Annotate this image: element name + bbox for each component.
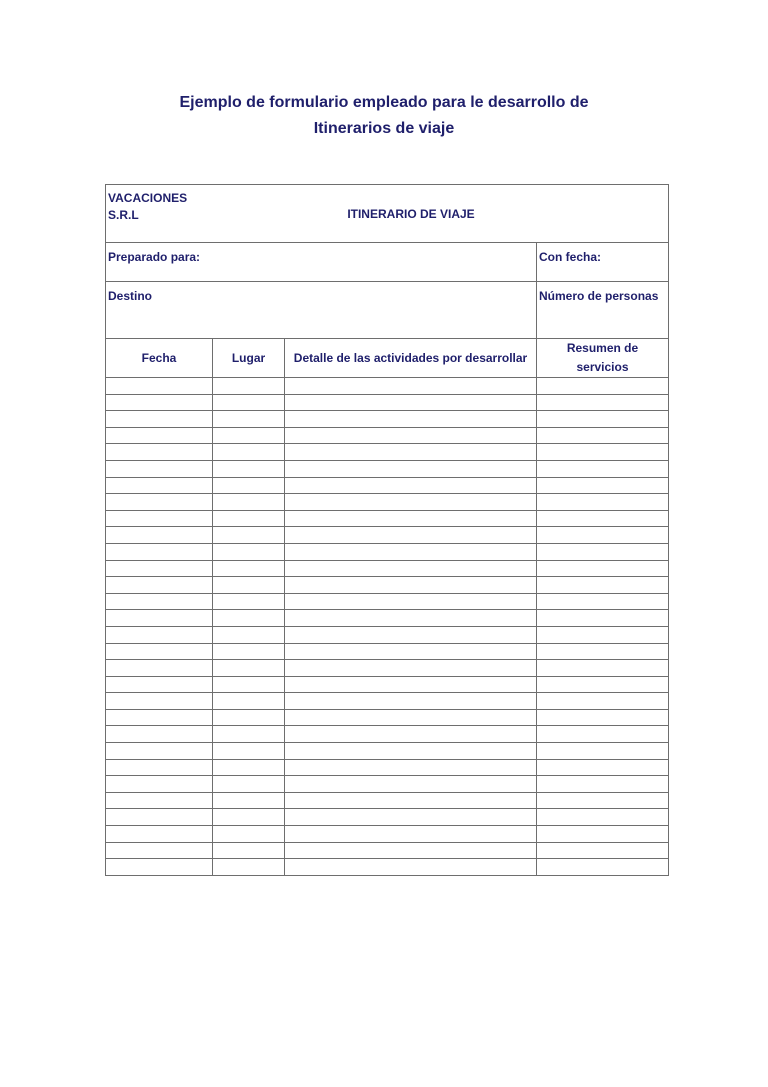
resumen-cell[interactable] (537, 560, 669, 577)
lugar-cell[interactable] (213, 626, 285, 643)
resumen-cell[interactable] (537, 593, 669, 610)
detalle-cell[interactable] (285, 693, 537, 710)
itinerary-row (106, 411, 669, 428)
resumen-cell[interactable] (537, 776, 669, 793)
lugar-cell[interactable] (213, 477, 285, 494)
lugar-cell[interactable] (213, 394, 285, 411)
detalle-cell[interactable] (285, 477, 537, 494)
itinerary-row (106, 527, 669, 544)
resumen-cell[interactable] (537, 743, 669, 760)
resumen-cell[interactable] (537, 792, 669, 809)
detalle-cell[interactable] (285, 776, 537, 793)
lugar-cell[interactable] (213, 411, 285, 428)
fecha-cell[interactable] (106, 477, 213, 494)
resumen-cell[interactable] (537, 460, 669, 477)
prepared-for-row (106, 243, 669, 282)
fecha-cell[interactable] (106, 510, 213, 527)
company-name-line-2: S.R.L (108, 208, 139, 222)
detalle-cell[interactable] (285, 460, 537, 477)
prepared-for-label: Preparado para: (108, 250, 201, 264)
destination-row (106, 282, 669, 339)
fecha-cell[interactable] (106, 826, 213, 843)
fecha-cell[interactable] (106, 743, 213, 760)
itinerary-row (106, 693, 669, 710)
itinerary-row (106, 643, 669, 660)
resumen-cell[interactable] (537, 610, 669, 627)
persons-field[interactable] (537, 282, 669, 339)
detalle-cell[interactable] (285, 626, 537, 643)
resumen-cell[interactable] (537, 676, 669, 693)
fecha-cell[interactable] (106, 676, 213, 693)
detalle-cell[interactable] (285, 610, 537, 627)
resumen-cell[interactable] (537, 477, 669, 494)
itinerary-row (106, 826, 669, 843)
itinerary-row (106, 427, 669, 444)
lugar-cell[interactable] (213, 510, 285, 527)
column-header-resumen: Resumen de servicios (537, 339, 669, 378)
detalle-cell[interactable] (285, 577, 537, 594)
itinerary-row (106, 494, 669, 511)
detalle-cell[interactable] (285, 394, 537, 411)
fecha-cell[interactable] (106, 560, 213, 577)
detalle-cell[interactable] (285, 411, 537, 428)
resumen-cell[interactable] (537, 859, 669, 876)
lugar-cell[interactable] (213, 792, 285, 809)
resumen-cell[interactable] (537, 427, 669, 444)
lugar-cell[interactable] (213, 593, 285, 610)
itinerary-row (106, 577, 669, 594)
detalle-cell[interactable] (285, 759, 537, 776)
itinerary-row (106, 759, 669, 776)
document-type: ITINERARIO DE VIAJE (347, 207, 475, 221)
resumen-cell[interactable] (537, 494, 669, 511)
column-header-lugar: Lugar (213, 339, 285, 378)
lugar-cell[interactable] (213, 577, 285, 594)
resumen-cell[interactable] (537, 411, 669, 428)
lugar-cell[interactable] (213, 709, 285, 726)
lugar-cell[interactable] (213, 676, 285, 693)
lugar-cell[interactable] (213, 859, 285, 876)
resumen-cell[interactable] (537, 543, 669, 560)
itinerary-form (105, 184, 669, 876)
document-title (100, 90, 668, 142)
document-title-line-2: Itinerarios de viaje (313, 120, 455, 137)
lugar-cell[interactable] (213, 693, 285, 710)
detalle-cell[interactable] (285, 543, 537, 560)
itinerary-row (106, 792, 669, 809)
detalle-cell[interactable] (285, 842, 537, 859)
resumen-cell[interactable] (537, 394, 669, 411)
fecha-cell[interactable] (106, 494, 213, 511)
resumen-cell[interactable] (537, 759, 669, 776)
lugar-cell[interactable] (213, 826, 285, 843)
lugar-cell[interactable] (213, 776, 285, 793)
lugar-cell[interactable] (213, 610, 285, 627)
itinerary-row (106, 726, 669, 743)
detalle-cell[interactable] (285, 743, 537, 760)
fecha-cell[interactable] (106, 577, 213, 594)
fecha-cell[interactable] (106, 842, 213, 859)
itinerary-row (106, 842, 669, 859)
lugar-cell[interactable] (213, 643, 285, 660)
detalle-cell[interactable] (285, 527, 537, 544)
itinerary-row (106, 610, 669, 627)
detalle-cell[interactable] (285, 792, 537, 809)
lugar-cell[interactable] (213, 378, 285, 395)
fecha-cell[interactable] (106, 726, 213, 743)
resumen-cell[interactable] (537, 826, 669, 843)
itinerary-row (106, 543, 669, 560)
detalle-cell[interactable] (285, 859, 537, 876)
date-field[interactable] (537, 243, 669, 282)
fecha-cell[interactable] (106, 643, 213, 660)
fecha-cell[interactable] (106, 693, 213, 710)
lugar-cell[interactable] (213, 660, 285, 677)
fecha-cell[interactable] (106, 776, 213, 793)
fecha-cell[interactable] (106, 394, 213, 411)
fecha-cell[interactable] (106, 759, 213, 776)
lugar-cell[interactable] (213, 759, 285, 776)
itinerary-row (106, 477, 669, 494)
fecha-cell[interactable] (106, 792, 213, 809)
detalle-cell[interactable] (285, 378, 537, 395)
fecha-cell[interactable] (106, 610, 213, 627)
itinerary-row (106, 676, 669, 693)
resumen-cell[interactable] (537, 626, 669, 643)
fecha-cell[interactable] (106, 626, 213, 643)
lugar-cell[interactable] (213, 527, 285, 544)
resumen-cell[interactable] (537, 693, 669, 710)
form-header-row (106, 185, 669, 243)
fecha-cell[interactable] (106, 543, 213, 560)
itinerary-row (106, 394, 669, 411)
lugar-cell[interactable] (213, 560, 285, 577)
detalle-cell[interactable] (285, 660, 537, 677)
detalle-cell[interactable] (285, 643, 537, 660)
detalle-cell[interactable] (285, 494, 537, 511)
resumen-cell[interactable] (537, 378, 669, 395)
resumen-cell[interactable] (537, 842, 669, 859)
itinerary-row (106, 859, 669, 876)
itinerary-row (106, 660, 669, 677)
detalle-cell[interactable] (285, 560, 537, 577)
fecha-cell[interactable] (106, 460, 213, 477)
detalle-cell[interactable] (285, 826, 537, 843)
detalle-cell[interactable] (285, 593, 537, 610)
detalle-cell[interactable] (285, 809, 537, 826)
itinerary-row (106, 444, 669, 461)
resumen-cell[interactable] (537, 527, 669, 544)
detalle-cell[interactable] (285, 676, 537, 693)
itinerary-row (106, 776, 669, 793)
column-header-detalle: Detalle de las actividades por desarrollar (285, 339, 537, 378)
lugar-cell[interactable] (213, 427, 285, 444)
persons-label: Número de personas (539, 289, 659, 303)
document-title-line-1: Ejemplo de formulario empleado para le desarrollo de (179, 94, 589, 111)
fecha-cell[interactable] (106, 427, 213, 444)
lugar-cell[interactable] (213, 444, 285, 461)
fecha-cell[interactable] (106, 859, 213, 876)
fecha-cell[interactable] (106, 527, 213, 544)
resumen-cell[interactable] (537, 809, 669, 826)
lugar-cell[interactable] (213, 726, 285, 743)
company-name-line-1: VACACIONES (108, 191, 188, 205)
fecha-cell[interactable] (106, 444, 213, 461)
fecha-cell[interactable] (106, 411, 213, 428)
itinerary-row (106, 809, 669, 826)
resumen-cell[interactable] (537, 660, 669, 677)
detalle-cell[interactable] (285, 510, 537, 527)
itinerary-row (106, 743, 669, 760)
resumen-cell[interactable] (537, 444, 669, 461)
lugar-cell[interactable] (213, 743, 285, 760)
detalle-cell[interactable] (285, 709, 537, 726)
lugar-cell[interactable] (213, 809, 285, 826)
date-label: Con fecha: (539, 250, 602, 264)
form-header-cell (106, 185, 669, 243)
itinerary-row (106, 510, 669, 527)
detalle-cell[interactable] (285, 726, 537, 743)
lugar-cell[interactable] (213, 543, 285, 560)
prepared-for-field[interactable] (106, 243, 537, 282)
itinerary-row (106, 378, 669, 395)
itinerary-row (106, 626, 669, 643)
resumen-cell[interactable] (537, 510, 669, 527)
fecha-cell[interactable] (106, 660, 213, 677)
resumen-cell[interactable] (537, 643, 669, 660)
lugar-cell[interactable] (213, 460, 285, 477)
resumen-cell[interactable] (537, 726, 669, 743)
resumen-cell[interactable] (537, 709, 669, 726)
fecha-cell[interactable] (106, 809, 213, 826)
itinerary-row (106, 460, 669, 477)
itinerary-row (106, 560, 669, 577)
destination-label: Destino (108, 289, 153, 303)
destination-field[interactable] (106, 282, 537, 339)
fecha-cell[interactable] (106, 593, 213, 610)
lugar-cell[interactable] (213, 494, 285, 511)
detalle-cell[interactable] (285, 444, 537, 461)
column-header-fecha: Fecha (106, 339, 213, 378)
itinerary-row (106, 593, 669, 610)
lugar-cell[interactable] (213, 842, 285, 859)
fecha-cell[interactable] (106, 378, 213, 395)
fecha-cell[interactable] (106, 709, 213, 726)
resumen-cell[interactable] (537, 577, 669, 594)
detalle-cell[interactable] (285, 427, 537, 444)
itinerary-row (106, 709, 669, 726)
column-header-row (106, 339, 669, 378)
